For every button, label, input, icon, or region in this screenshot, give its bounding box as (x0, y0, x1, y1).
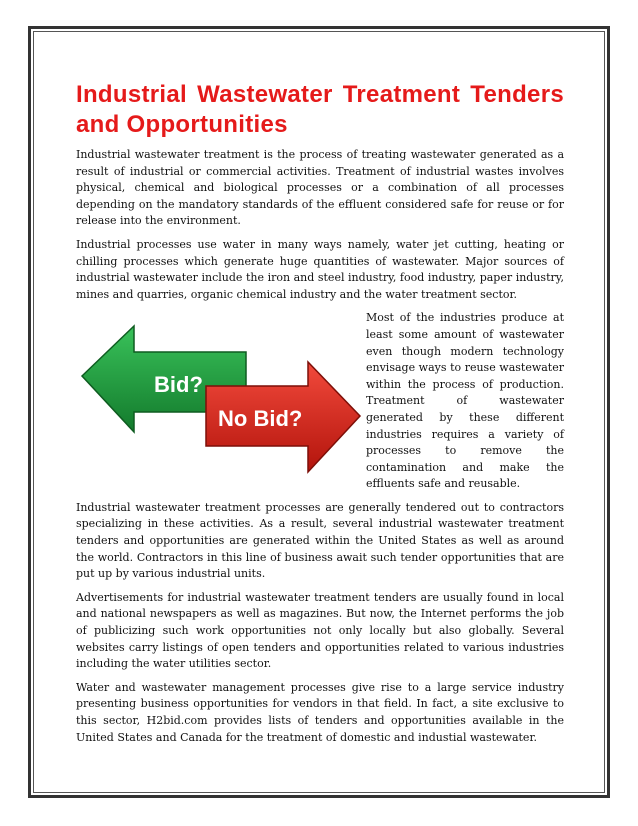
left-arrow-label: Bid? (154, 372, 203, 398)
arrows-illustration (76, 316, 366, 484)
paragraph-5: Advertisements for industrial wastewater treatment tenders are usually found in local and national newspapers as well as magazines. But now, the Internet performs the job of publicizing such work opportunities not only locally but also globally. Several websites carry listings of open tenders and opportunities related to various industries including the water utilities sector. (76, 590, 564, 671)
paragraph-6: Water and wastewater management processes give rise to a large service industry presenting business opportunities for vendors in that field. In fact, a site exclusive to this sector, H2bid.com provides lists of tenders and opportunities available in the United States and Canada for the treatment of domestic and industial wastewater. (76, 680, 564, 744)
bid-no-bid-arrows-image (76, 316, 366, 484)
paragraph-1: Industrial wastewater treatment is the process of treating wastewater generated as a result of industrial or commercial activities. Treatment of industrial wastes involves physical, chemical and biological processes or a combination of all processes depending on the mandatory standards of the effluent considered safe for reuse or for release into the environment. (76, 148, 564, 228)
document-body (76, 80, 564, 753)
paragraph-3: Most of the industries produce at least some amount of wastewater even though modern technology envisage ways to reuse wastewater within the process of production. Treatment of wastewater generated by these different industries requires a variety of processes to remove the contamination and make the effluents safe and reusable. (366, 311, 564, 491)
right-arrow-label: No Bid? (218, 406, 303, 432)
paragraph-2: Industrial processes use water in many ways namely, water jet cutting, heating or chilling processes which generate huge quantities of wastewater. Major sources of industrial wastewater include the iron and steel industry, food industry, paper industry, mines and quarries, organic chemical industry and the water treatment sector. (76, 237, 564, 301)
document-title: Industrial Wastewater Treatment Tenders and Opportunities (76, 81, 564, 138)
paragraph-4: Industrial wastewater treatment processes are generally tendered out to contractors specializing in these activities. As a result, several industrial wastewater treatment tenders and opportunities are generated within the United States as well as around the world. Contractors in this line of business await such tender opportunities that are put up by various industrial units. (76, 500, 564, 581)
